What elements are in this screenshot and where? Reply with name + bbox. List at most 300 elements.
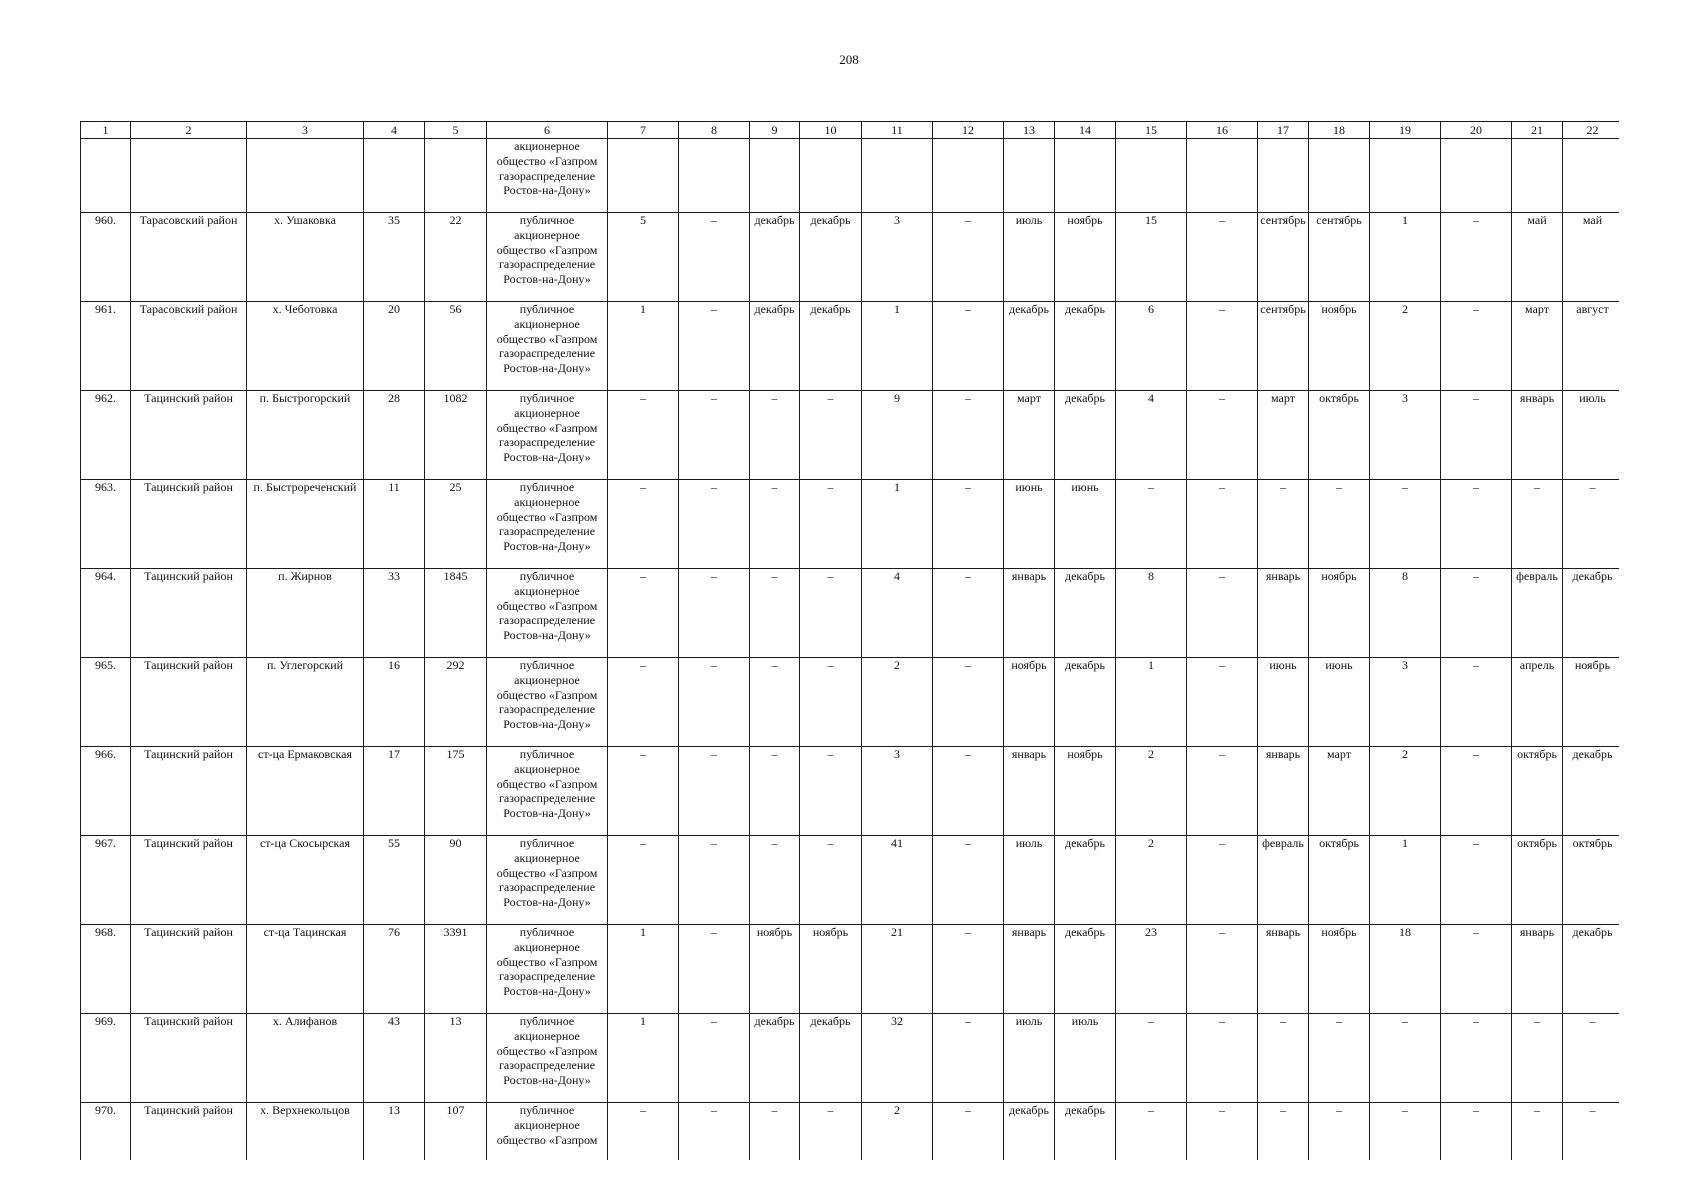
value-cell-c4: 11 — [364, 480, 425, 569]
column-number-header: 12 — [933, 122, 1004, 139]
value-cell-c15: 23 — [1116, 925, 1187, 1014]
settlement-cell: п. Жирнов — [247, 569, 364, 658]
value-cell-c7: 1 — [608, 925, 679, 1014]
district-cell: Тацинский район — [131, 480, 247, 569]
value-cell-c19: – — [1370, 480, 1441, 569]
column-number-header: 6 — [487, 122, 608, 139]
table-cell — [247, 139, 364, 213]
table-cell — [800, 139, 862, 213]
value-cell-c4: 20 — [364, 302, 425, 391]
value-cell-c5: 1082 — [425, 391, 487, 480]
value-cell-c22: декабрь — [1563, 925, 1620, 1014]
organization-cell: публичное акционерное общество «Газпром газораспределение Ростов-на-Дону» — [487, 747, 608, 836]
organization-cell: публичное акционерное общество «Газпром газораспределение Ростов-на-Дону» — [487, 391, 608, 480]
value-cell-c16: – — [1187, 569, 1258, 658]
settlement-cell: п. Быстрореченский — [247, 480, 364, 569]
value-cell-c5: 90 — [425, 836, 487, 925]
table-cell — [608, 139, 679, 213]
district-cell: Тацинский район — [131, 747, 247, 836]
value-cell-c16: – — [1187, 925, 1258, 1014]
value-cell-c10: – — [800, 836, 862, 925]
value-cell-c19: 1 — [1370, 213, 1441, 302]
value-cell-c5: 25 — [425, 480, 487, 569]
value-cell-c20: – — [1441, 480, 1512, 569]
value-cell-c7: – — [608, 747, 679, 836]
value-cell-c13: март — [1004, 391, 1055, 480]
value-cell-c19: – — [1370, 1014, 1441, 1103]
page-number: 208 — [839, 52, 859, 67]
value-cell-c17: январь — [1258, 569, 1309, 658]
value-cell-c20: – — [1441, 658, 1512, 747]
column-number-header: 14 — [1055, 122, 1116, 139]
value-cell-c9: – — [750, 480, 800, 569]
value-cell-c5: 1845 — [425, 569, 487, 658]
row-number-cell: 961. — [81, 302, 131, 391]
value-cell-c17: июнь — [1258, 658, 1309, 747]
value-cell-c15: – — [1116, 480, 1187, 569]
value-cell-c12: – — [933, 213, 1004, 302]
value-cell-c12: – — [933, 658, 1004, 747]
value-cell-c10: декабрь — [800, 213, 862, 302]
table-cell — [1512, 139, 1563, 213]
table-row — [81, 1014, 1620, 1103]
value-cell-c16: – — [1187, 302, 1258, 391]
column-number-header: 16 — [1187, 122, 1258, 139]
value-cell-c13: декабрь — [1004, 1103, 1055, 1161]
value-cell-c16: – — [1187, 658, 1258, 747]
column-number-header: 2 — [131, 122, 247, 139]
value-cell-c13: декабрь — [1004, 302, 1055, 391]
value-cell-c15: 6 — [1116, 302, 1187, 391]
table-cell — [1563, 139, 1620, 213]
district-cell: Тацинский район — [131, 836, 247, 925]
value-cell-c8: – — [679, 836, 750, 925]
value-cell-c20: – — [1441, 391, 1512, 480]
value-cell-c4: 33 — [364, 569, 425, 658]
column-number-header: 5 — [425, 122, 487, 139]
table-cell — [1258, 139, 1309, 213]
value-cell-c11: 1 — [862, 302, 933, 391]
table-cell — [364, 139, 425, 213]
value-cell-c18: октябрь — [1309, 391, 1370, 480]
value-cell-c13: июнь — [1004, 480, 1055, 569]
row-number-cell: 962. — [81, 391, 131, 480]
value-cell-c7: – — [608, 391, 679, 480]
column-number-header-row — [81, 122, 1620, 139]
column-number-header: 20 — [1441, 122, 1512, 139]
value-cell-c15: 2 — [1116, 747, 1187, 836]
value-cell-c8: – — [679, 658, 750, 747]
table-cell — [131, 139, 247, 213]
value-cell-c8: – — [679, 925, 750, 1014]
value-cell-c14: декабрь — [1055, 302, 1116, 391]
row-number-cell: 965. — [81, 658, 131, 747]
value-cell-c21: февраль — [1512, 569, 1563, 658]
row-number-cell: 968. — [81, 925, 131, 1014]
value-cell-c14: декабрь — [1055, 569, 1116, 658]
district-cell: Тацинский район — [131, 925, 247, 1014]
value-cell-c10: – — [800, 1103, 862, 1161]
table-row — [81, 925, 1620, 1014]
value-cell-c12: – — [933, 1103, 1004, 1161]
value-cell-c12: – — [933, 302, 1004, 391]
organization-cell: акционерное общество «Газпром газораспределение Ростов-на-Дону» — [487, 139, 608, 213]
value-cell-c18: ноябрь — [1309, 569, 1370, 658]
value-cell-c19: 18 — [1370, 925, 1441, 1014]
value-cell-c18: – — [1309, 1014, 1370, 1103]
value-cell-c10: ноябрь — [800, 925, 862, 1014]
value-cell-c13: июль — [1004, 836, 1055, 925]
value-cell-c21: май — [1512, 213, 1563, 302]
value-cell-c16: – — [1187, 480, 1258, 569]
value-cell-c12: – — [933, 569, 1004, 658]
value-cell-c16: – — [1187, 1103, 1258, 1161]
value-cell-c13: июль — [1004, 1014, 1055, 1103]
row-number-cell: 964. — [81, 569, 131, 658]
value-cell-c22: июль — [1563, 391, 1620, 480]
value-cell-c20: – — [1441, 836, 1512, 925]
value-cell-c7: 1 — [608, 1014, 679, 1103]
value-cell-c12: – — [933, 925, 1004, 1014]
value-cell-c21: апрель — [1512, 658, 1563, 747]
district-cell: Тацинский район — [131, 391, 247, 480]
value-cell-c5: 13 — [425, 1014, 487, 1103]
value-cell-c20: – — [1441, 569, 1512, 658]
value-cell-c17: сентябрь — [1258, 302, 1309, 391]
table-cell — [1116, 139, 1187, 213]
settlement-cell: х. Ушаковка — [247, 213, 364, 302]
column-number-header: 3 — [247, 122, 364, 139]
value-cell-c18: ноябрь — [1309, 925, 1370, 1014]
value-cell-c10: – — [800, 391, 862, 480]
value-cell-c12: – — [933, 836, 1004, 925]
value-cell-c4: 76 — [364, 925, 425, 1014]
value-cell-c21: январь — [1512, 925, 1563, 1014]
value-cell-c11: 4 — [862, 569, 933, 658]
district-cell: Тарасовский район — [131, 302, 247, 391]
settlement-cell: х. Чеботовка — [247, 302, 364, 391]
value-cell-c12: – — [933, 747, 1004, 836]
value-cell-c17: сентябрь — [1258, 213, 1309, 302]
value-cell-c22: май — [1563, 213, 1620, 302]
value-cell-c19: – — [1370, 1103, 1441, 1161]
row-number-cell: 967. — [81, 836, 131, 925]
table-body — [81, 122, 1620, 1161]
row-number-cell: 969. — [81, 1014, 131, 1103]
table-row — [81, 836, 1620, 925]
value-cell-c4: 43 — [364, 1014, 425, 1103]
table-cell — [750, 139, 800, 213]
value-cell-c18: октябрь — [1309, 836, 1370, 925]
table-row — [81, 1103, 1620, 1161]
table-row — [81, 747, 1620, 836]
table-cell — [933, 139, 1004, 213]
row-number-cell: 960. — [81, 213, 131, 302]
value-cell-c11: 2 — [862, 1103, 933, 1161]
value-cell-c13: январь — [1004, 747, 1055, 836]
value-cell-c12: – — [933, 1014, 1004, 1103]
value-cell-c20: – — [1441, 1014, 1512, 1103]
table-cell — [1441, 139, 1512, 213]
value-cell-c18: март — [1309, 747, 1370, 836]
value-cell-c4: 28 — [364, 391, 425, 480]
value-cell-c4: 17 — [364, 747, 425, 836]
value-cell-c9: – — [750, 658, 800, 747]
value-cell-c17: март — [1258, 391, 1309, 480]
value-cell-c21: – — [1512, 1014, 1563, 1103]
value-cell-c12: – — [933, 480, 1004, 569]
column-number-header: 19 — [1370, 122, 1441, 139]
value-cell-c19: 2 — [1370, 302, 1441, 391]
value-cell-c14: декабрь — [1055, 836, 1116, 925]
value-cell-c9: – — [750, 391, 800, 480]
organization-cell: публичное акционерное общество «Газпром газораспределение Ростов-на-Дону» — [487, 836, 608, 925]
table-row — [81, 391, 1620, 480]
value-cell-c5: 107 — [425, 1103, 487, 1161]
value-cell-c19: 3 — [1370, 391, 1441, 480]
value-cell-c10: – — [800, 658, 862, 747]
value-cell-c11: 32 — [862, 1014, 933, 1103]
column-number-header: 4 — [364, 122, 425, 139]
value-cell-c5: 56 — [425, 302, 487, 391]
table-cell — [1370, 139, 1441, 213]
district-cell: Тацинский район — [131, 569, 247, 658]
value-cell-c7: – — [608, 1103, 679, 1161]
value-cell-c19: 2 — [1370, 747, 1441, 836]
value-cell-c15: 8 — [1116, 569, 1187, 658]
value-cell-c18: ноябрь — [1309, 302, 1370, 391]
value-cell-c22: ноябрь — [1563, 658, 1620, 747]
value-cell-c5: 292 — [425, 658, 487, 747]
value-cell-c7: – — [608, 480, 679, 569]
value-cell-c11: 3 — [862, 747, 933, 836]
value-cell-c21: октябрь — [1512, 747, 1563, 836]
value-cell-c19: 1 — [1370, 836, 1441, 925]
gasification-schedule-table-wrap — [80, 121, 1619, 1160]
value-cell-c15: – — [1116, 1103, 1187, 1161]
organization-cell: публичное акционерное общество «Газпром газораспределение Ростов-на-Дону» — [487, 1014, 608, 1103]
table-row — [81, 569, 1620, 658]
value-cell-c13: ноябрь — [1004, 658, 1055, 747]
value-cell-c9: – — [750, 747, 800, 836]
value-cell-c11: 9 — [862, 391, 933, 480]
value-cell-c17: – — [1258, 1014, 1309, 1103]
value-cell-c22: август — [1563, 302, 1620, 391]
table-cell — [81, 139, 131, 213]
value-cell-c7: – — [608, 658, 679, 747]
value-cell-c9: декабрь — [750, 213, 800, 302]
value-cell-c8: – — [679, 1103, 750, 1161]
table-row — [81, 658, 1620, 747]
value-cell-c9: – — [750, 569, 800, 658]
value-cell-c11: 3 — [862, 213, 933, 302]
district-cell: Тацинский район — [131, 658, 247, 747]
column-number-header: 10 — [800, 122, 862, 139]
table-cell — [679, 139, 750, 213]
value-cell-c10: декабрь — [800, 302, 862, 391]
value-cell-c17: январь — [1258, 925, 1309, 1014]
column-number-header: 17 — [1258, 122, 1309, 139]
value-cell-c9: декабрь — [750, 1014, 800, 1103]
value-cell-c5: 3391 — [425, 925, 487, 1014]
value-cell-c14: декабрь — [1055, 1103, 1116, 1161]
value-cell-c22: октябрь — [1563, 836, 1620, 925]
value-cell-c8: – — [679, 302, 750, 391]
value-cell-c8: – — [679, 1014, 750, 1103]
value-cell-c7: – — [608, 836, 679, 925]
row-number-cell: 963. — [81, 480, 131, 569]
value-cell-c10: – — [800, 747, 862, 836]
value-cell-c19: 3 — [1370, 658, 1441, 747]
table-row — [81, 480, 1620, 569]
settlement-cell: х. Верхнекольцов — [247, 1103, 364, 1161]
gasification-schedule-table — [80, 121, 1619, 1160]
value-cell-c15: 1 — [1116, 658, 1187, 747]
table-cell — [1309, 139, 1370, 213]
organization-cell: публичное акционерное общество «Газпром газораспределение Ростов-на-Дону» — [487, 480, 608, 569]
value-cell-c9: ноябрь — [750, 925, 800, 1014]
value-cell-c17: февраль — [1258, 836, 1309, 925]
value-cell-c16: – — [1187, 747, 1258, 836]
value-cell-c21: – — [1512, 1103, 1563, 1161]
column-number-header: 11 — [862, 122, 933, 139]
value-cell-c8: – — [679, 569, 750, 658]
value-cell-c8: – — [679, 391, 750, 480]
value-cell-c7: 1 — [608, 302, 679, 391]
settlement-cell: х. Алифанов — [247, 1014, 364, 1103]
value-cell-c15: 4 — [1116, 391, 1187, 480]
value-cell-c10: – — [800, 569, 862, 658]
value-cell-c16: – — [1187, 213, 1258, 302]
row-number-cell: 970. — [81, 1103, 131, 1161]
value-cell-c16: – — [1187, 391, 1258, 480]
value-cell-c18: сентябрь — [1309, 213, 1370, 302]
value-cell-c15: – — [1116, 1014, 1187, 1103]
organization-cell: публичное акционерное общество «Газпром газораспределение Ростов-на-Дону» — [487, 569, 608, 658]
value-cell-c18: – — [1309, 1103, 1370, 1161]
column-number-header: 1 — [81, 122, 131, 139]
column-number-header: 22 — [1563, 122, 1620, 139]
column-number-header: 21 — [1512, 122, 1563, 139]
settlement-cell: п. Быстрогорский — [247, 391, 364, 480]
value-cell-c16: – — [1187, 1014, 1258, 1103]
value-cell-c11: 2 — [862, 658, 933, 747]
value-cell-c19: 8 — [1370, 569, 1441, 658]
value-cell-c14: июль — [1055, 1014, 1116, 1103]
value-cell-c14: ноябрь — [1055, 747, 1116, 836]
value-cell-c14: декабрь — [1055, 658, 1116, 747]
value-cell-c22: – — [1563, 1103, 1620, 1161]
value-cell-c16: – — [1187, 836, 1258, 925]
value-cell-c9: – — [750, 836, 800, 925]
value-cell-c12: – — [933, 391, 1004, 480]
value-cell-c22: – — [1563, 1014, 1620, 1103]
value-cell-c21: – — [1512, 480, 1563, 569]
value-cell-c21: январь — [1512, 391, 1563, 480]
settlement-cell: ст-ца Тацинская — [247, 925, 364, 1014]
column-number-header: 9 — [750, 122, 800, 139]
value-cell-c20: – — [1441, 747, 1512, 836]
settlement-cell: ст-ца Скосырская — [247, 836, 364, 925]
value-cell-c15: 2 — [1116, 836, 1187, 925]
value-cell-c14: декабрь — [1055, 925, 1116, 1014]
settlement-cell: ст-ца Ермаковская — [247, 747, 364, 836]
value-cell-c7: – — [608, 569, 679, 658]
district-cell: Тарасовский район — [131, 213, 247, 302]
value-cell-c10: декабрь — [800, 1014, 862, 1103]
value-cell-c20: – — [1441, 925, 1512, 1014]
district-cell: Тацинский район — [131, 1014, 247, 1103]
organization-cell: публичное акционерное общество «Газпром газораспределение Ростов-на-Дону» — [487, 302, 608, 391]
value-cell-c15: 15 — [1116, 213, 1187, 302]
value-cell-c21: октябрь — [1512, 836, 1563, 925]
value-cell-c22: – — [1563, 480, 1620, 569]
continuation-row — [81, 139, 1620, 213]
value-cell-c17: – — [1258, 480, 1309, 569]
organization-cell: публичное акционерное общество «Газпром газораспределение Ростов-на-Дону» — [487, 925, 608, 1014]
settlement-cell: п. Углегорский — [247, 658, 364, 747]
value-cell-c20: – — [1441, 1103, 1512, 1161]
value-cell-c14: июнь — [1055, 480, 1116, 569]
value-cell-c11: 41 — [862, 836, 933, 925]
value-cell-c22: декабрь — [1563, 747, 1620, 836]
table-cell — [1187, 139, 1258, 213]
value-cell-c10: – — [800, 480, 862, 569]
value-cell-c8: – — [679, 747, 750, 836]
value-cell-c13: январь — [1004, 925, 1055, 1014]
value-cell-c13: июль — [1004, 213, 1055, 302]
value-cell-c4: 13 — [364, 1103, 425, 1161]
table-cell — [425, 139, 487, 213]
column-number-header: 7 — [608, 122, 679, 139]
value-cell-c11: 21 — [862, 925, 933, 1014]
table-cell — [1004, 139, 1055, 213]
value-cell-c20: – — [1441, 213, 1512, 302]
value-cell-c14: ноябрь — [1055, 213, 1116, 302]
value-cell-c8: – — [679, 480, 750, 569]
value-cell-c18: – — [1309, 480, 1370, 569]
district-cell: Тацинский район — [131, 1103, 247, 1161]
column-number-header: 18 — [1309, 122, 1370, 139]
value-cell-c9: декабрь — [750, 302, 800, 391]
value-cell-c9: – — [750, 1103, 800, 1161]
value-cell-c20: – — [1441, 302, 1512, 391]
column-number-header: 13 — [1004, 122, 1055, 139]
value-cell-c8: – — [679, 213, 750, 302]
value-cell-c22: декабрь — [1563, 569, 1620, 658]
value-cell-c5: 175 — [425, 747, 487, 836]
value-cell-c14: декабрь — [1055, 391, 1116, 480]
table-cell — [1055, 139, 1116, 213]
value-cell-c17: – — [1258, 1103, 1309, 1161]
value-cell-c18: июнь — [1309, 658, 1370, 747]
value-cell-c7: 5 — [608, 213, 679, 302]
column-number-header: 8 — [679, 122, 750, 139]
table-row — [81, 213, 1620, 302]
column-number-header: 15 — [1116, 122, 1187, 139]
value-cell-c21: март — [1512, 302, 1563, 391]
organization-cell: публичное акционерное общество «Газпром газораспределение Ростов-на-Дону» — [487, 213, 608, 302]
value-cell-c4: 55 — [364, 836, 425, 925]
value-cell-c4: 16 — [364, 658, 425, 747]
organization-cell: публичное акционерное общество «Газпром газораспределение Ростов-на-Дону» — [487, 658, 608, 747]
value-cell-c17: январь — [1258, 747, 1309, 836]
table-cell — [862, 139, 933, 213]
value-cell-c5: 22 — [425, 213, 487, 302]
row-number-cell: 966. — [81, 747, 131, 836]
organization-cell: публичное акционерное общество «Газпром — [487, 1103, 608, 1161]
value-cell-c13: январь — [1004, 569, 1055, 658]
